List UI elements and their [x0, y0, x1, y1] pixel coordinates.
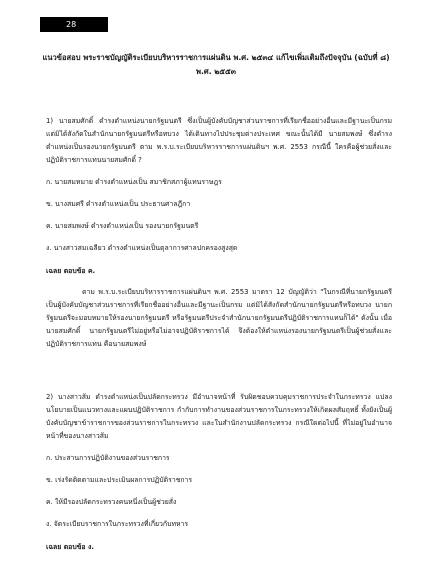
question-block-2	[46, 391, 392, 554]
question-text: 1) นายสมศักดิ์ ดำรงตำแหน่งนายกรัฐมนตรี ซึ่งเป็นผู้บังคับบัญชาส่วนราชการที่เรียกชื่ออย่างอื่นและมีฐานะเป็นกรม แต่มิได้สังกัดในสำนักนายกรัฐมนตรีหรือทบวง ได้เดินทางไปประชุมต่างประเทศ ขณะนั้นได้มี นายสมพงษ์ ซึ่งดำรงตำแหน่งเป็นรองนายกรัฐมนตรี ตาม พ.ร.บ.ระเบียบบริหารราชการแผ่นดินฯ พ.ศ. 2553 กรณีนี้ ใครคือผู้ช่วยสั่งและปฏิบัติราชการแทนนายสมศักดิ์ ?	[46, 117, 392, 164]
answer-explanation: ตาม พ.ร.บ.ระเบียบบริหารราชการแผ่นดินฯ พ.ศ. 2553 มาตรา 12 บัญญัติว่า "ในกรณีที่นายกรัฐมนตรีเป็นผู้บังคับบัญชาส่วนราชการที่เรียกชื่ออย่างอื่นและมีฐานะเป็นกรม แต่มิได้สังกัดสำนักนายกรัฐมนตรีหรือทบวง นายกรัฐมนตรีจะมอบหมายให้รองนายกรัฐมนตรี หรือรัฐมนตรีประจำสำนักนายกรัฐมนตรีปฏิบัติราชการแทนก็ได้" ดังนั้น เมื่อนายสมศักดิ์ นายกรัฐมนตรีไม่อยู่หรือไม่อาจปฏิบัติราชการได้ จึงต้องให้ตำแหน่งรองนายกรัฐมนตรีเป็นผู้ช่วยสั่งและปฏิบัติราชการแทน คือนายสมพงษ์	[46, 288, 392, 348]
option-item: ข. นางสมศรี ดำรงตำแหน่งเป็น ประธานศาลฎีกา	[46, 200, 191, 208]
document-body	[46, 115, 392, 554]
answer-label: เฉลย ตอบข้อ ง.	[46, 543, 94, 551]
question-text: 2) นางสาวส้ม ดำรงตำแหน่งเป็นปลัดกระทรวง มีอำนาจหน้าที่ รับผิดชอบควบคุมราชการประจำในกระทรวง แปลงนโยบายเป็นแนวทางและแผนปฏิบัติราชการ กำกับการทำงานของส่วนราชการในกระทรวงให้เกิดผลสัมฤทธิ์ ทั้งยังเป็นผู้บังคับบัญชาข้าราชการของส่วนราชการในกระทรวง และในสำนักงานปลัดกระทรวง กรณีใดต่อไปนี้ ที่ไม่อยู่ในอำนาจหน้าที่ของนางสาวส้ม	[46, 393, 392, 440]
question-block-1	[46, 115, 392, 351]
option-item: ก. นายสมหมาย ดำรงตำแหน่งเป็น สมาชิกสภาผู้แทนราษฎร	[46, 178, 222, 186]
option-item: ค. ให้มีรองปลัดกระทรวงคนหนึ่งเป็นผู้ช่วยสั่ง	[46, 498, 177, 506]
option-item: ข. เร่งรัดติดตามและประเมินผลการปฏิบัติราชการ	[46, 476, 193, 484]
option-item: ก. ประสานการปฏิบัติงานของส่วนราชการ	[46, 454, 170, 462]
page-title: แนวข้อสอบ พระราชบัญญัติระเบียบบริหารราชการแผ่นดิน พ.ศ. ๒๕๓๔ แก้ไขเพิ่มเติมถึงปัจจุบัน (ฉบับที่ ๘) พ.ศ. ๒๕๕๓	[42, 53, 390, 76]
section-gap	[46, 351, 392, 391]
option-item: ง. นางสาวสมเฉลียว ดำรงตำแหน่งเป็นตุลาการศาลปกครองสูงสุด	[46, 244, 238, 252]
option-item: ค. นายสมพงษ์ ดำรงตำแหน่งเป็น รองนายกรัฐมนตรี	[46, 222, 199, 230]
page-number: 28	[40, 17, 108, 32]
option-item: ง. จัดระเบียบราชการในกระทรวงที่เกี่ยวกับทหาร	[46, 520, 189, 528]
answer-label: เฉลย ตอบข้อ ค.	[46, 267, 96, 275]
